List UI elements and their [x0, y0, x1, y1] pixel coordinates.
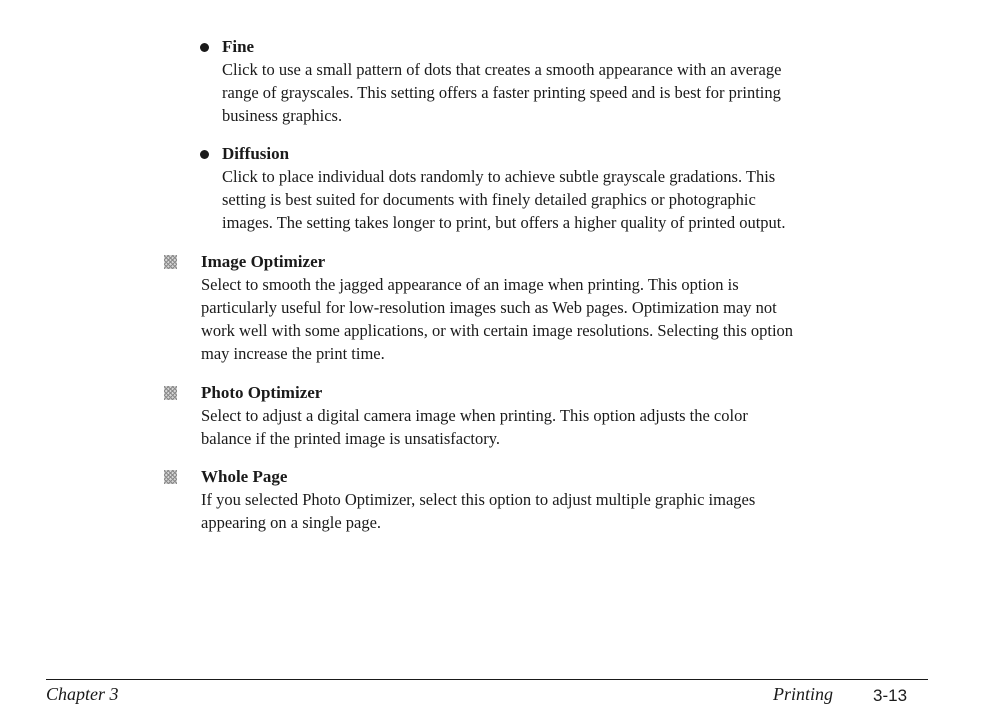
description-line: images. The setting takes longer to print, but offers a higher quality of printed output.	[222, 213, 786, 232]
footer-section-name: Printing	[773, 684, 834, 704]
option-description	[222, 165, 920, 234]
description-line: balance if the printed image is unsatisfactory.	[201, 429, 501, 448]
description-line: may increase the print time.	[201, 344, 385, 363]
dither-option-diffusion	[200, 143, 920, 234]
footer-chapter: Chapter 3	[46, 684, 119, 704]
bullet-icon	[200, 150, 209, 159]
description-line: appearing on a single page.	[201, 513, 382, 532]
description-line: Select to smooth the jagged appearance of an image when printing. This option is	[201, 275, 739, 294]
description-line: If you selected Photo Optimizer, select this option to adjust multiple graphic images	[201, 490, 756, 509]
description-line: business graphics.	[222, 106, 343, 125]
footer-page-number: 3-13	[873, 686, 908, 705]
description-line: Click to use a small pattern of dots that creates a smooth appearance with an average	[222, 60, 782, 79]
description-line: range of grayscales. This setting offers a faster printing speed and is best for printing	[222, 83, 781, 102]
checkbox-icon	[164, 386, 177, 400]
option-description	[201, 488, 924, 534]
option-title: Diffusion	[222, 144, 290, 163]
description-line: particularly useful for low-resolution images such as Web pages. Optimization may not	[201, 298, 777, 317]
bullet-icon	[200, 43, 209, 52]
option-whole-page	[164, 466, 924, 534]
option-title: Photo Optimizer	[201, 383, 323, 402]
checkbox-icon	[164, 255, 177, 269]
option-title: Whole Page	[201, 467, 288, 486]
option-description	[201, 273, 924, 365]
description-line: work well with some applications, or with certain image resolutions. Selecting this option	[201, 321, 794, 340]
description-line: setting is best suited for documents with finely detailed graphics or photographic	[222, 190, 756, 209]
description-line: Click to place individual dots randomly to achieve subtle grayscale gradations. This	[222, 167, 776, 186]
description-line: Select to adjust a digital camera image when printing. This option adjusts the color	[201, 406, 748, 425]
option-image-optimizer	[164, 251, 924, 365]
option-title: Fine	[222, 37, 255, 56]
footer-divider	[46, 679, 928, 680]
checkbox-icon	[164, 470, 177, 484]
option-title: Image Optimizer	[201, 252, 326, 271]
option-description	[222, 58, 920, 127]
dither-option-fine	[200, 36, 920, 127]
option-description	[201, 404, 924, 450]
option-photo-optimizer	[164, 382, 924, 450]
